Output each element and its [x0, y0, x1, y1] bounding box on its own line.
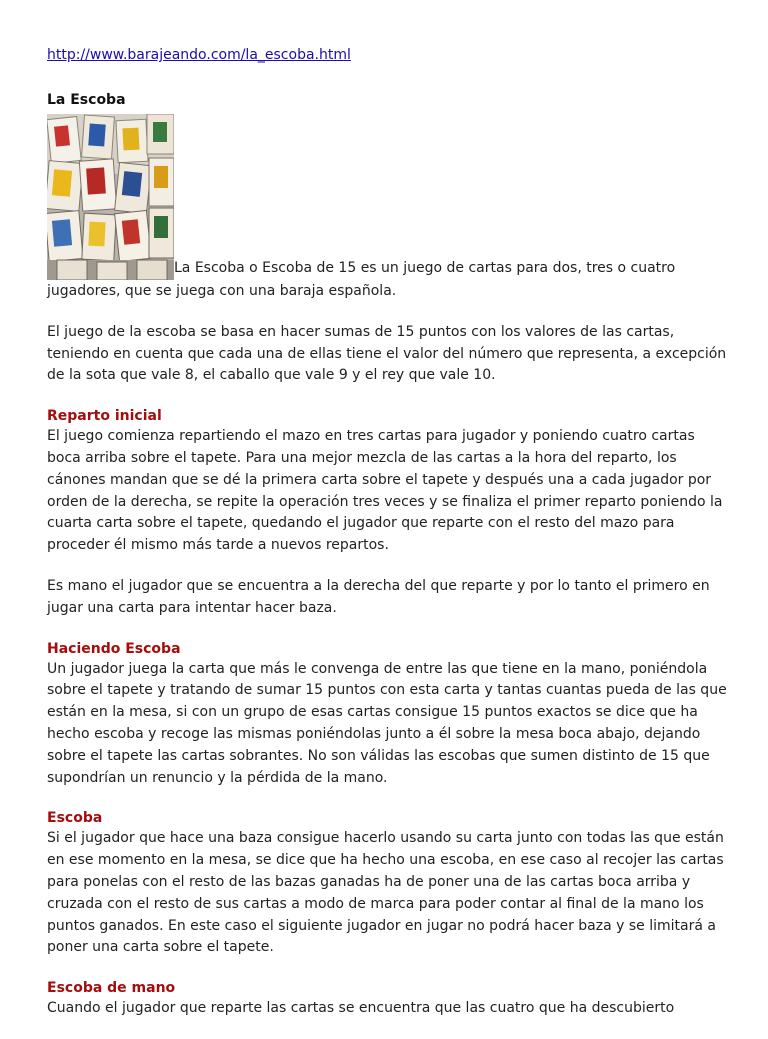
- section-escoba-de-mano: [47, 978, 727, 1020]
- section-heading: Reparto inicial: [47, 408, 162, 425]
- spacer: [47, 303, 727, 322]
- source-link[interactable]: http://www.barajeando.com/la_escoba.html: [47, 47, 351, 63]
- section-heading: Escoba de mano: [47, 980, 176, 997]
- section-reparto-inicial: [47, 406, 727, 619]
- section-paragraph: El juego comienza repartiendo el mazo en tres cartas para jugador y poniendo cuatro cartas boca arriba sobre el tapete. Para una mejor mezcla de las cartas a la hora del reparto, los cánones mandan que se dé la primera carta sobre el tapete y después una a cada jugador por orden de la derecha, se repite la operación tres veces y se finaliza el primer reparto poniendo la cuarta carta sobre el tapete, quedando el jugador que reparte con el resto del mazo para proceder él mismo más tarde a nuevos repartos.: [47, 428, 723, 554]
- rules-paragraph: El juego de la escoba se basa en hacer sumas de 15 puntos con los valores de las cartas, teniendo en cuenta que cada una de ellas tiene el valor del número que representa, a excepción de la sota que vale 8, el caballo que vale 9 y el rey que vale 10.: [47, 323, 727, 384]
- section-escoba: [47, 808, 727, 959]
- section-paragraph: Si el jugador que hace una baza consigue hacerlo usando su carta junto con todas las que están en ese momento en la mesa, se dice que ha hecho una escoba, en ese caso al recojer las cartas para ponelas con el resto de las bazas ganadas ha de poner una de las cartas boca arriba y cruzada con el resto de sus cartas a modo de marca para poder contar al final de la mano los puntos ganados. En este caso el siguiente jugador en jugar no podrá hacer baza y se limitará a poner una carta sobre el tapete.: [47, 830, 724, 956]
- section-paragraph: Un jugador juega la carta que más le convenga de entre las que tiene en la mano, poniéndola sobre el tapete y tratando de sumar 15 puntos con esta carta y tantas cuantas pueda de las que están en la mesa, si con un grupo de esas cartas consigue 15 puntos exactos se dice que ha hecho escoba y recoge las mismas poniéndolas junto a él sobre la mesa boca abajo, dejando sobre el tapete las cartas sobrantes. No son válidas las escobas que sumen distinto de 15 que supondrían un renuncio y la pérdida de la mano.: [47, 660, 727, 786]
- section-haciendo-escoba: [47, 639, 727, 790]
- intro-paragraph: La Escoba o Escoba de 15 es un juego de cartas para dos, tres o cuatro jugadores, que se juega con una baraja española.: [47, 260, 676, 299]
- section-paragraph: Es mano el jugador que se encuentra a la derecha del que reparte y por lo tanto el primero en jugar una carta para intentar hacer baza.: [47, 577, 710, 616]
- document-title: La Escoba: [47, 92, 126, 108]
- section-heading: Escoba: [47, 810, 103, 827]
- document-page: [47, 45, 727, 1039]
- intro-block: [47, 114, 727, 303]
- playing-cards-photo: [47, 114, 174, 280]
- section-paragraph: Cuando el jugador que reparte las cartas se encuentra que las cuatro que ha descubierto: [47, 1000, 675, 1017]
- section-heading: Haciendo Escoba: [47, 640, 181, 657]
